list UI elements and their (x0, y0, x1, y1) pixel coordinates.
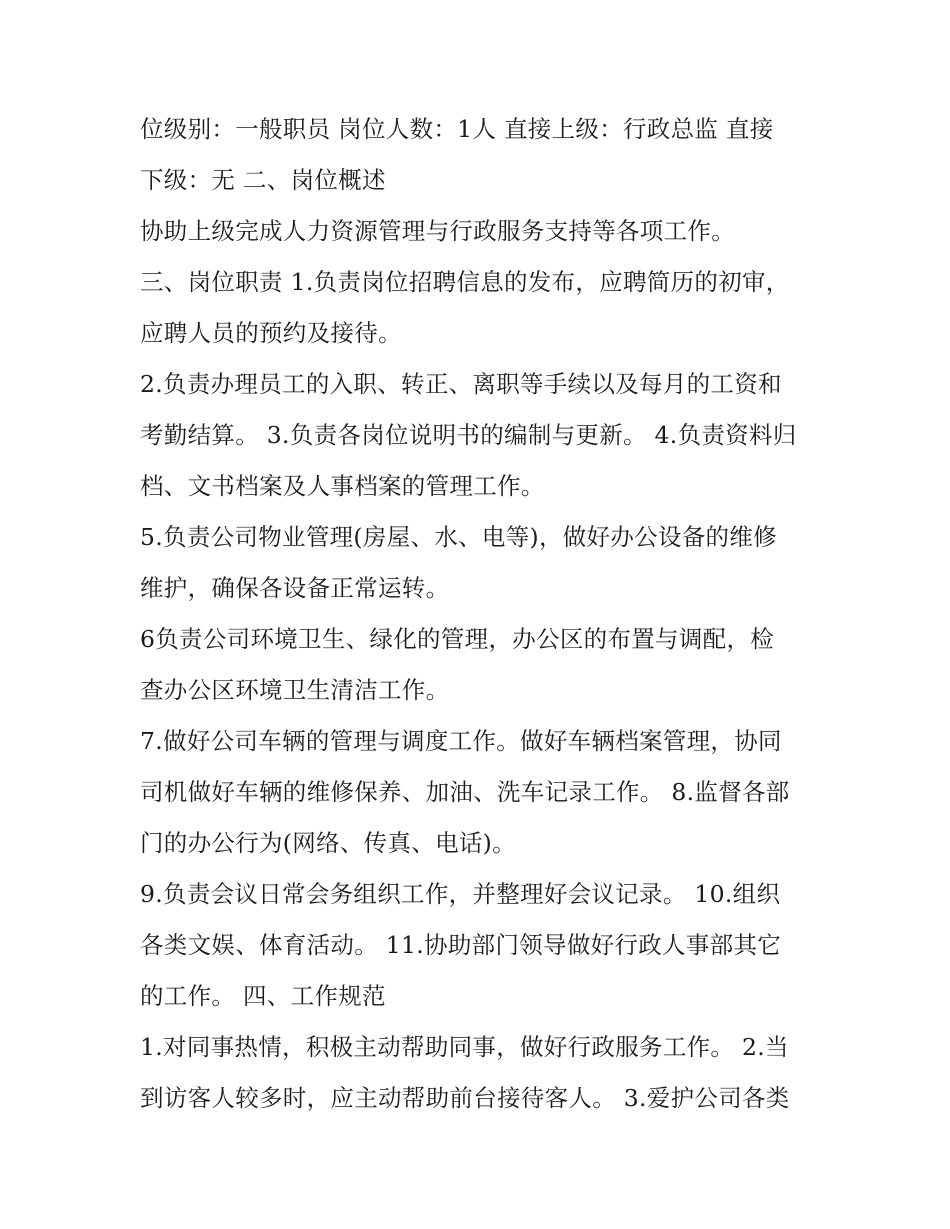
text-line: 协助上级完成人力资源管理与行政服务支持等各项工作。 (140, 217, 735, 245)
text-line: 的工作。 四、工作规范 (140, 982, 386, 1010)
text-line: 查办公区环境卫生清洁工作。 (140, 676, 450, 704)
text-line: 三、岗位职责 1.负责岗位招聘信息的发布，应聘简历的初审， (140, 268, 790, 296)
text-line: 各类文娱、体育活动。 11.协助部门领导做好行政人事部其它 (140, 931, 782, 959)
text-line: 5.负责公司物业管理(房屋、水、电等)，做好办公设备的维修 (140, 523, 777, 551)
text-line: 司机做好车辆的维修保养、加油、洗车记录工作。 8.监督各部 (140, 778, 790, 806)
text-line: 1.对同事热情，积极主动帮助同事，做好行政服务工作。 2.当 (140, 1033, 789, 1061)
text-line: 考勤结算。 3.负责各岗位说明书的编制与更新。 4.负责资料归 (140, 421, 797, 449)
text-line: 维护，确保各设备正常运转。 (140, 574, 450, 602)
text-line: 下级：无 二、岗位概述 (140, 166, 386, 194)
text-line: 7.做好公司车辆的管理与调度工作。做好车辆档案管理，协同 (140, 727, 782, 755)
document-body (140, 104, 815, 1124)
text-line: 应聘人员的预约及接待。 (140, 319, 402, 347)
text-line: 到访客人较多时，应主动帮助前台接待客人。 3.爱护公司各类 (140, 1084, 790, 1112)
text-line: 6负责公司环境卫生、绿化的管理，办公区的布置与调配，检 (140, 625, 775, 653)
text-line: 位级别：一般职员 岗位人数：1人 直接上级：行政总监 直接 (140, 115, 774, 143)
text-line: 门的办公行为(网络、传真、电话)。 (140, 829, 516, 857)
text-line: 2.负责办理员工的入职、转正、离职等手续以及每月的工资和 (140, 370, 782, 398)
text-line: 9.负责会议日常会务组织工作，并整理好会议记录。 10.组织 (140, 880, 781, 908)
text-line: 档、文书档案及人事档案的管理工作。 (140, 472, 545, 500)
